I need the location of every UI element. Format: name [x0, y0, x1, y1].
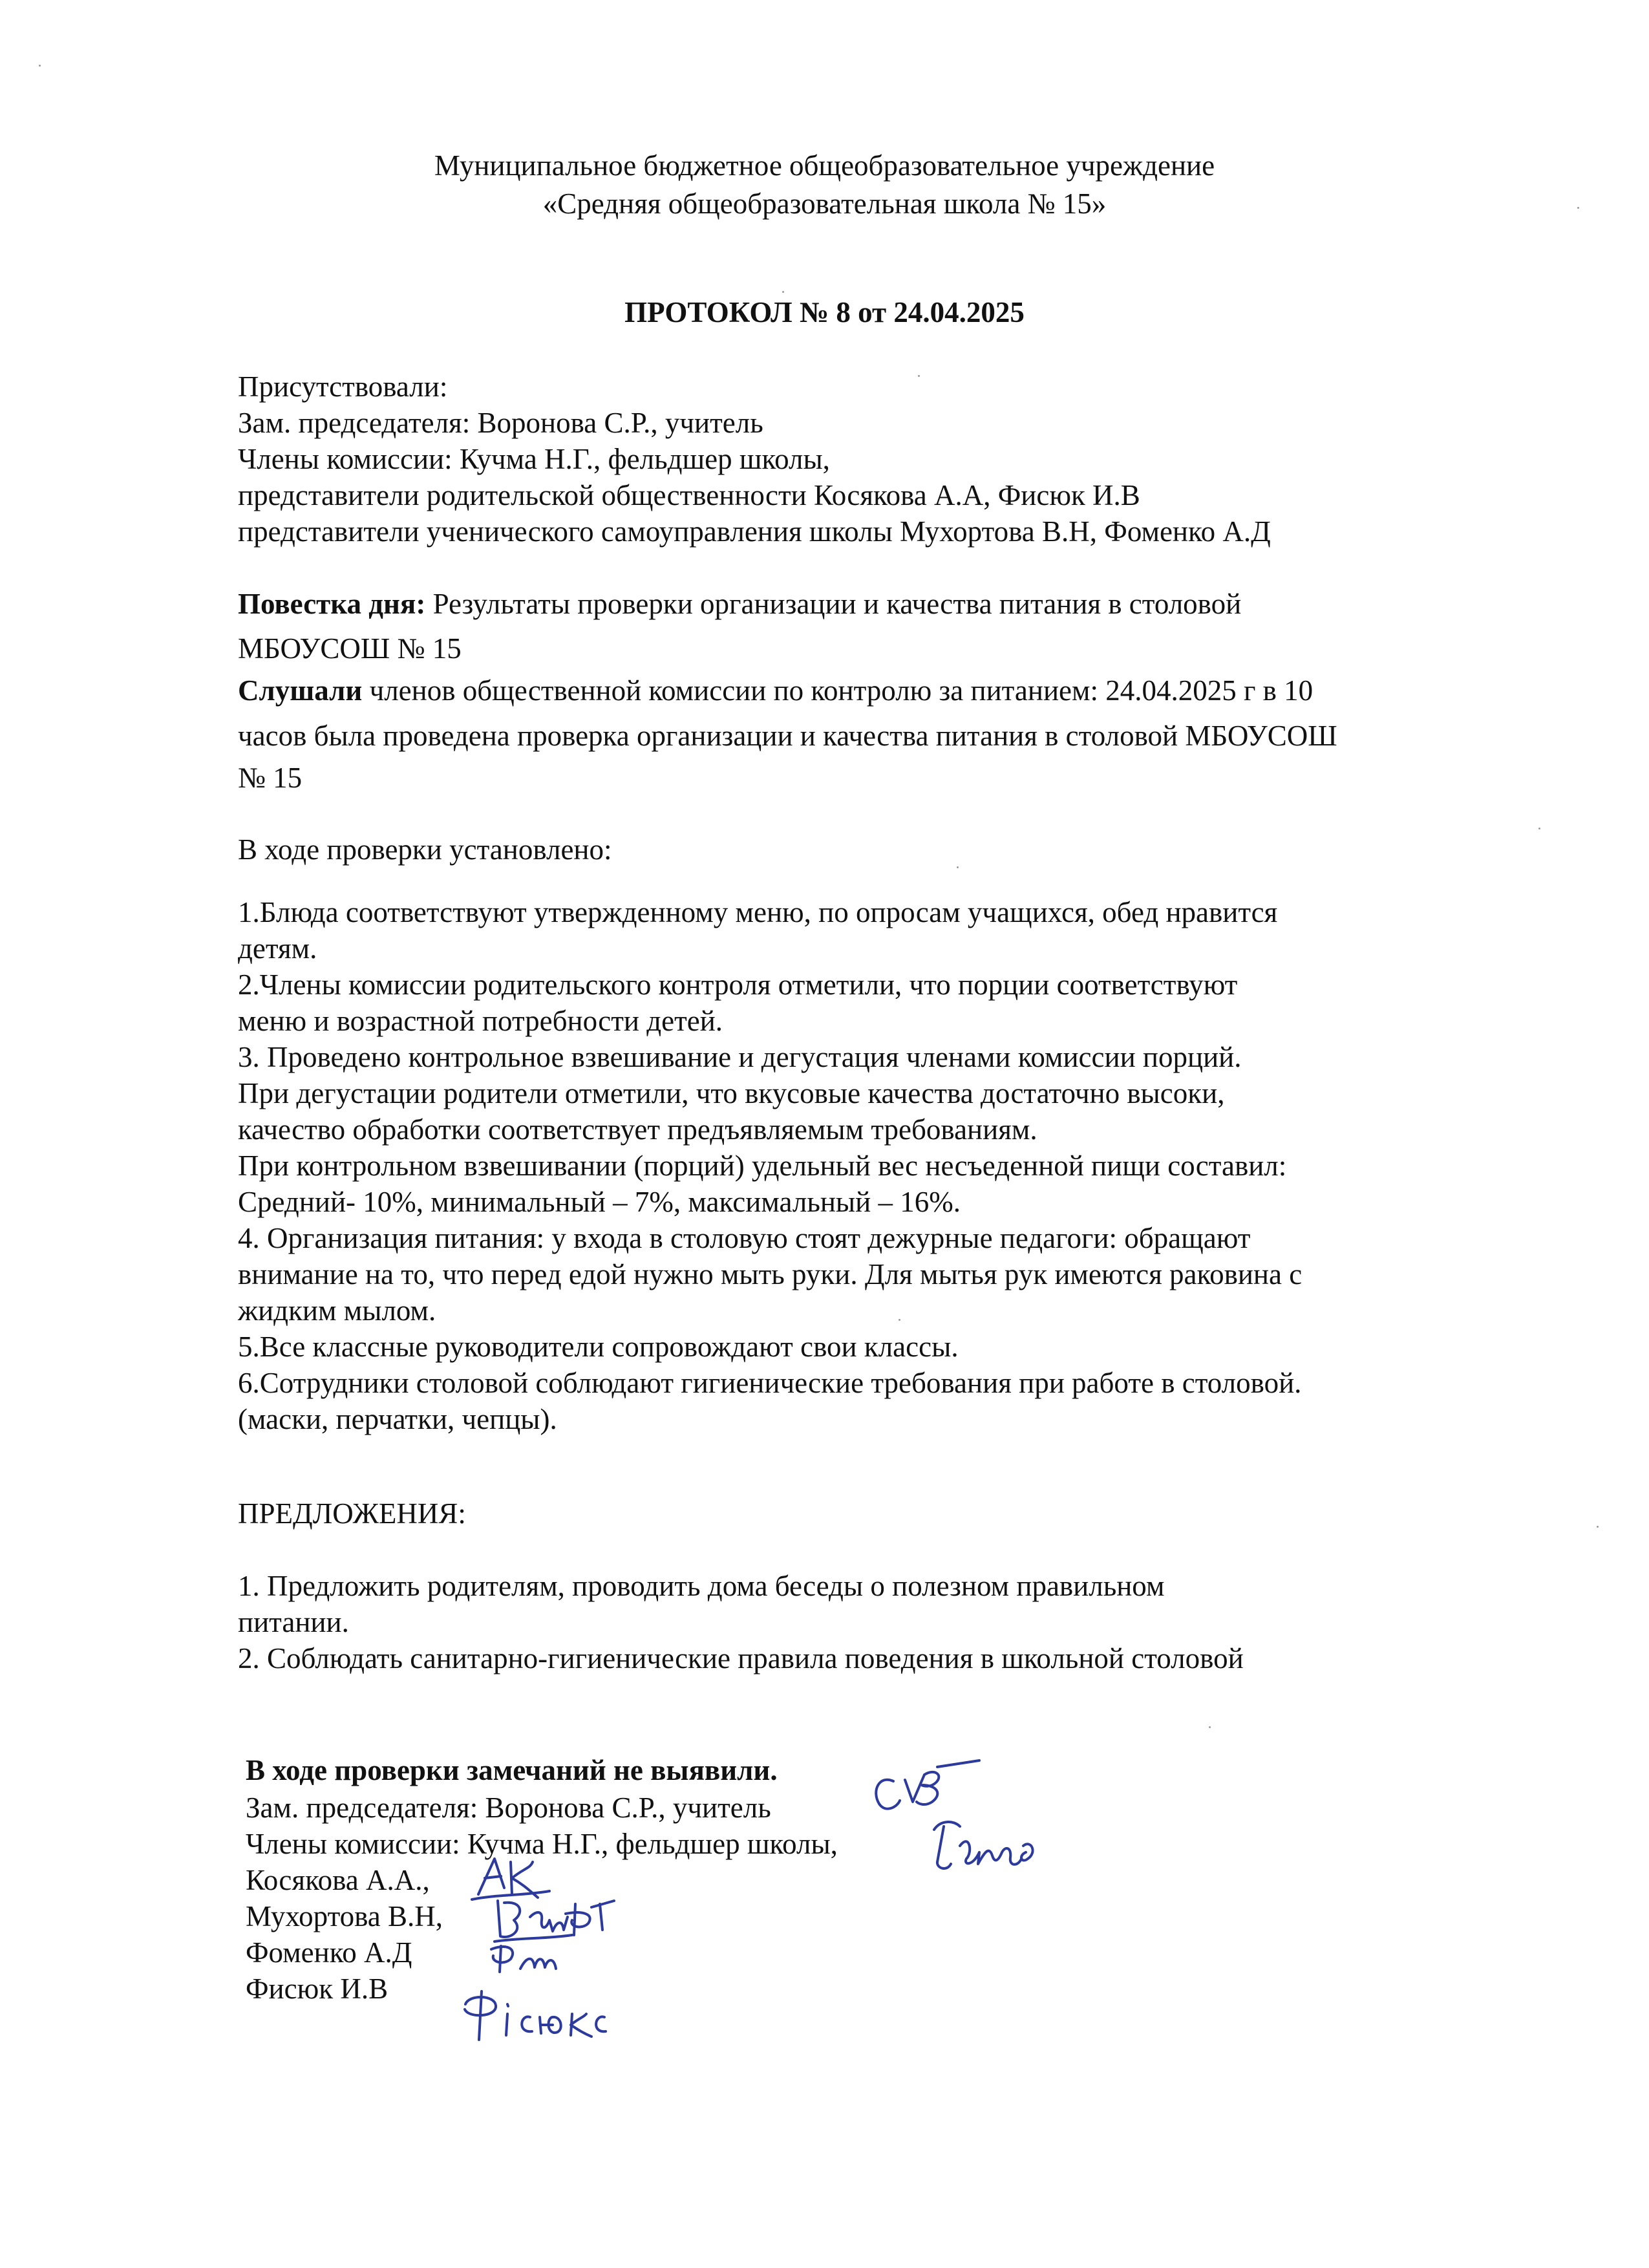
- finding-line: При дегустации родители отметили, что вкусовые качества достаточно высоки,: [238, 1077, 1225, 1109]
- scan-speck: [1597, 1526, 1599, 1528]
- finding-line: меню и возрастной потребности детей.: [238, 1005, 723, 1037]
- agenda-label: Повестка дня:: [238, 588, 426, 620]
- heard-label: Слушали: [238, 674, 363, 707]
- scan-speck: [1577, 207, 1579, 209]
- scan-speck: [1209, 1726, 1211, 1728]
- scan-speck: [782, 291, 784, 293]
- attendance-students: представители ученического самоуправления школы Мухортова В.Н, Фоменко А.Д: [238, 515, 1271, 548]
- organization-name-line-1: Муниципальное бюджетное общеобразовательное учреждение: [434, 149, 1215, 182]
- proposal-line: 1. Предложить родителям, проводить дома беседы о полезном правильном: [238, 1570, 1165, 1602]
- signature-kuchma: [908, 1807, 1050, 1885]
- attendance-deputy: Зам. председателя: Воронова С.Р., учитель: [238, 407, 763, 439]
- finding-line: жидким мылом.: [238, 1294, 436, 1327]
- heard-line-1: [238, 672, 1313, 709]
- heard-text-1: членов общественной комиссии по контролю за питанием: 24.04.2025 г в 10: [362, 674, 1314, 707]
- signature-line-deputy: Зам. председателя: Воронова С.Р., учитель: [246, 1792, 771, 1824]
- scan-speck: [1538, 828, 1540, 829]
- attendance-members: Члены комиссии: Кучма Н.Г., фельдшер школы,: [238, 443, 830, 475]
- agenda-line-2: МБОУСОШ № 15: [238, 632, 462, 665]
- attendance-heading: Присутствовали:: [238, 370, 448, 403]
- scan-speck: [899, 1319, 900, 1321]
- conclusion: В ходе проверки замечаний не выявили.: [246, 1754, 778, 1786]
- signature-fomenko: [482, 1930, 585, 1982]
- finding-line: детям.: [238, 932, 317, 965]
- finding-line: 6.Сотрудники столовой соблюдают гигиенические требования при работе в столовой.: [238, 1367, 1302, 1399]
- attendance-parents: представители родительской общественности Косякова А.А, Фисюк И.В: [238, 479, 1140, 511]
- finding-line: 3. Проведено контрольное взвешивание и дегустация членами комиссии порций.: [238, 1041, 1242, 1073]
- protocol-title: ПРОТОКОЛ № 8 от 24.04.2025: [624, 296, 1025, 328]
- organization-name-line-2: «Средняя общеобразовательная школа № 15»: [542, 187, 1107, 220]
- signature-fisyuk: [456, 1978, 624, 2049]
- finding-line: 5.Все классные руководители сопровождают свои классы.: [238, 1331, 959, 1363]
- finding-line: 4. Организация питания: у входа в столовую стоят дежурные педагоги: обращают: [238, 1222, 1251, 1254]
- agenda-text-1: Результаты проверки организации и качества питания в столовой: [425, 588, 1242, 620]
- finding-line: 2.Члены комиссии родительского контроля отметили, что порции соответствуют: [238, 968, 1238, 1001]
- finding-line: (маски, перчатки, чепцы).: [238, 1403, 557, 1435]
- scan-speck: [39, 65, 41, 67]
- finding-line: 1.Блюда соответствуют утвержденному меню, по опросам учащихся, обед нравится: [238, 896, 1278, 928]
- proposal-line: 2. Соблюдать санитарно-гигиенические правила поведения в школьной столовой: [238, 1642, 1244, 1674]
- heard-line-2: часов была проведена проверка организации и качества питания в столовой МБОУСОШ: [238, 720, 1337, 752]
- proposal-line: питании.: [238, 1606, 349, 1638]
- finding-line: внимание на то, что перед едой нужно мыть руки. Для мытья рук имеются раковина с: [238, 1258, 1303, 1290]
- signature-line-members: Члены комиссии: Кучма Н.Г., фельдшер школы,: [246, 1828, 838, 1860]
- signature-line-mukhortova: Мухортова В.Н,: [246, 1900, 443, 1932]
- heard-line-3: № 15: [238, 762, 303, 794]
- signature-line-fomenko: Фоменко А.Д: [246, 1936, 412, 1969]
- finding-line: При контрольном взвешивании (порций) удельный вес несъеденной пищи составил:: [238, 1150, 1287, 1182]
- proposals-heading: ПРЕДЛОЖЕНИЯ:: [238, 1497, 466, 1530]
- signature-line-kosyakova: Косякова А.А.,: [246, 1864, 430, 1896]
- findings-heading: В ходе проверки установлено:: [238, 833, 612, 866]
- signature-line-fisyuk: Фисюк И.В: [246, 1973, 388, 2005]
- finding-line: качество обработки соответствует предъявляемым требованиям.: [238, 1113, 1037, 1146]
- finding-line: Средний- 10%, минимальный – 7%, максимальный – 16%.: [238, 1186, 961, 1218]
- agenda-line-1: [238, 586, 1241, 622]
- scan-speck: [957, 866, 959, 868]
- scan-speck: [918, 375, 920, 377]
